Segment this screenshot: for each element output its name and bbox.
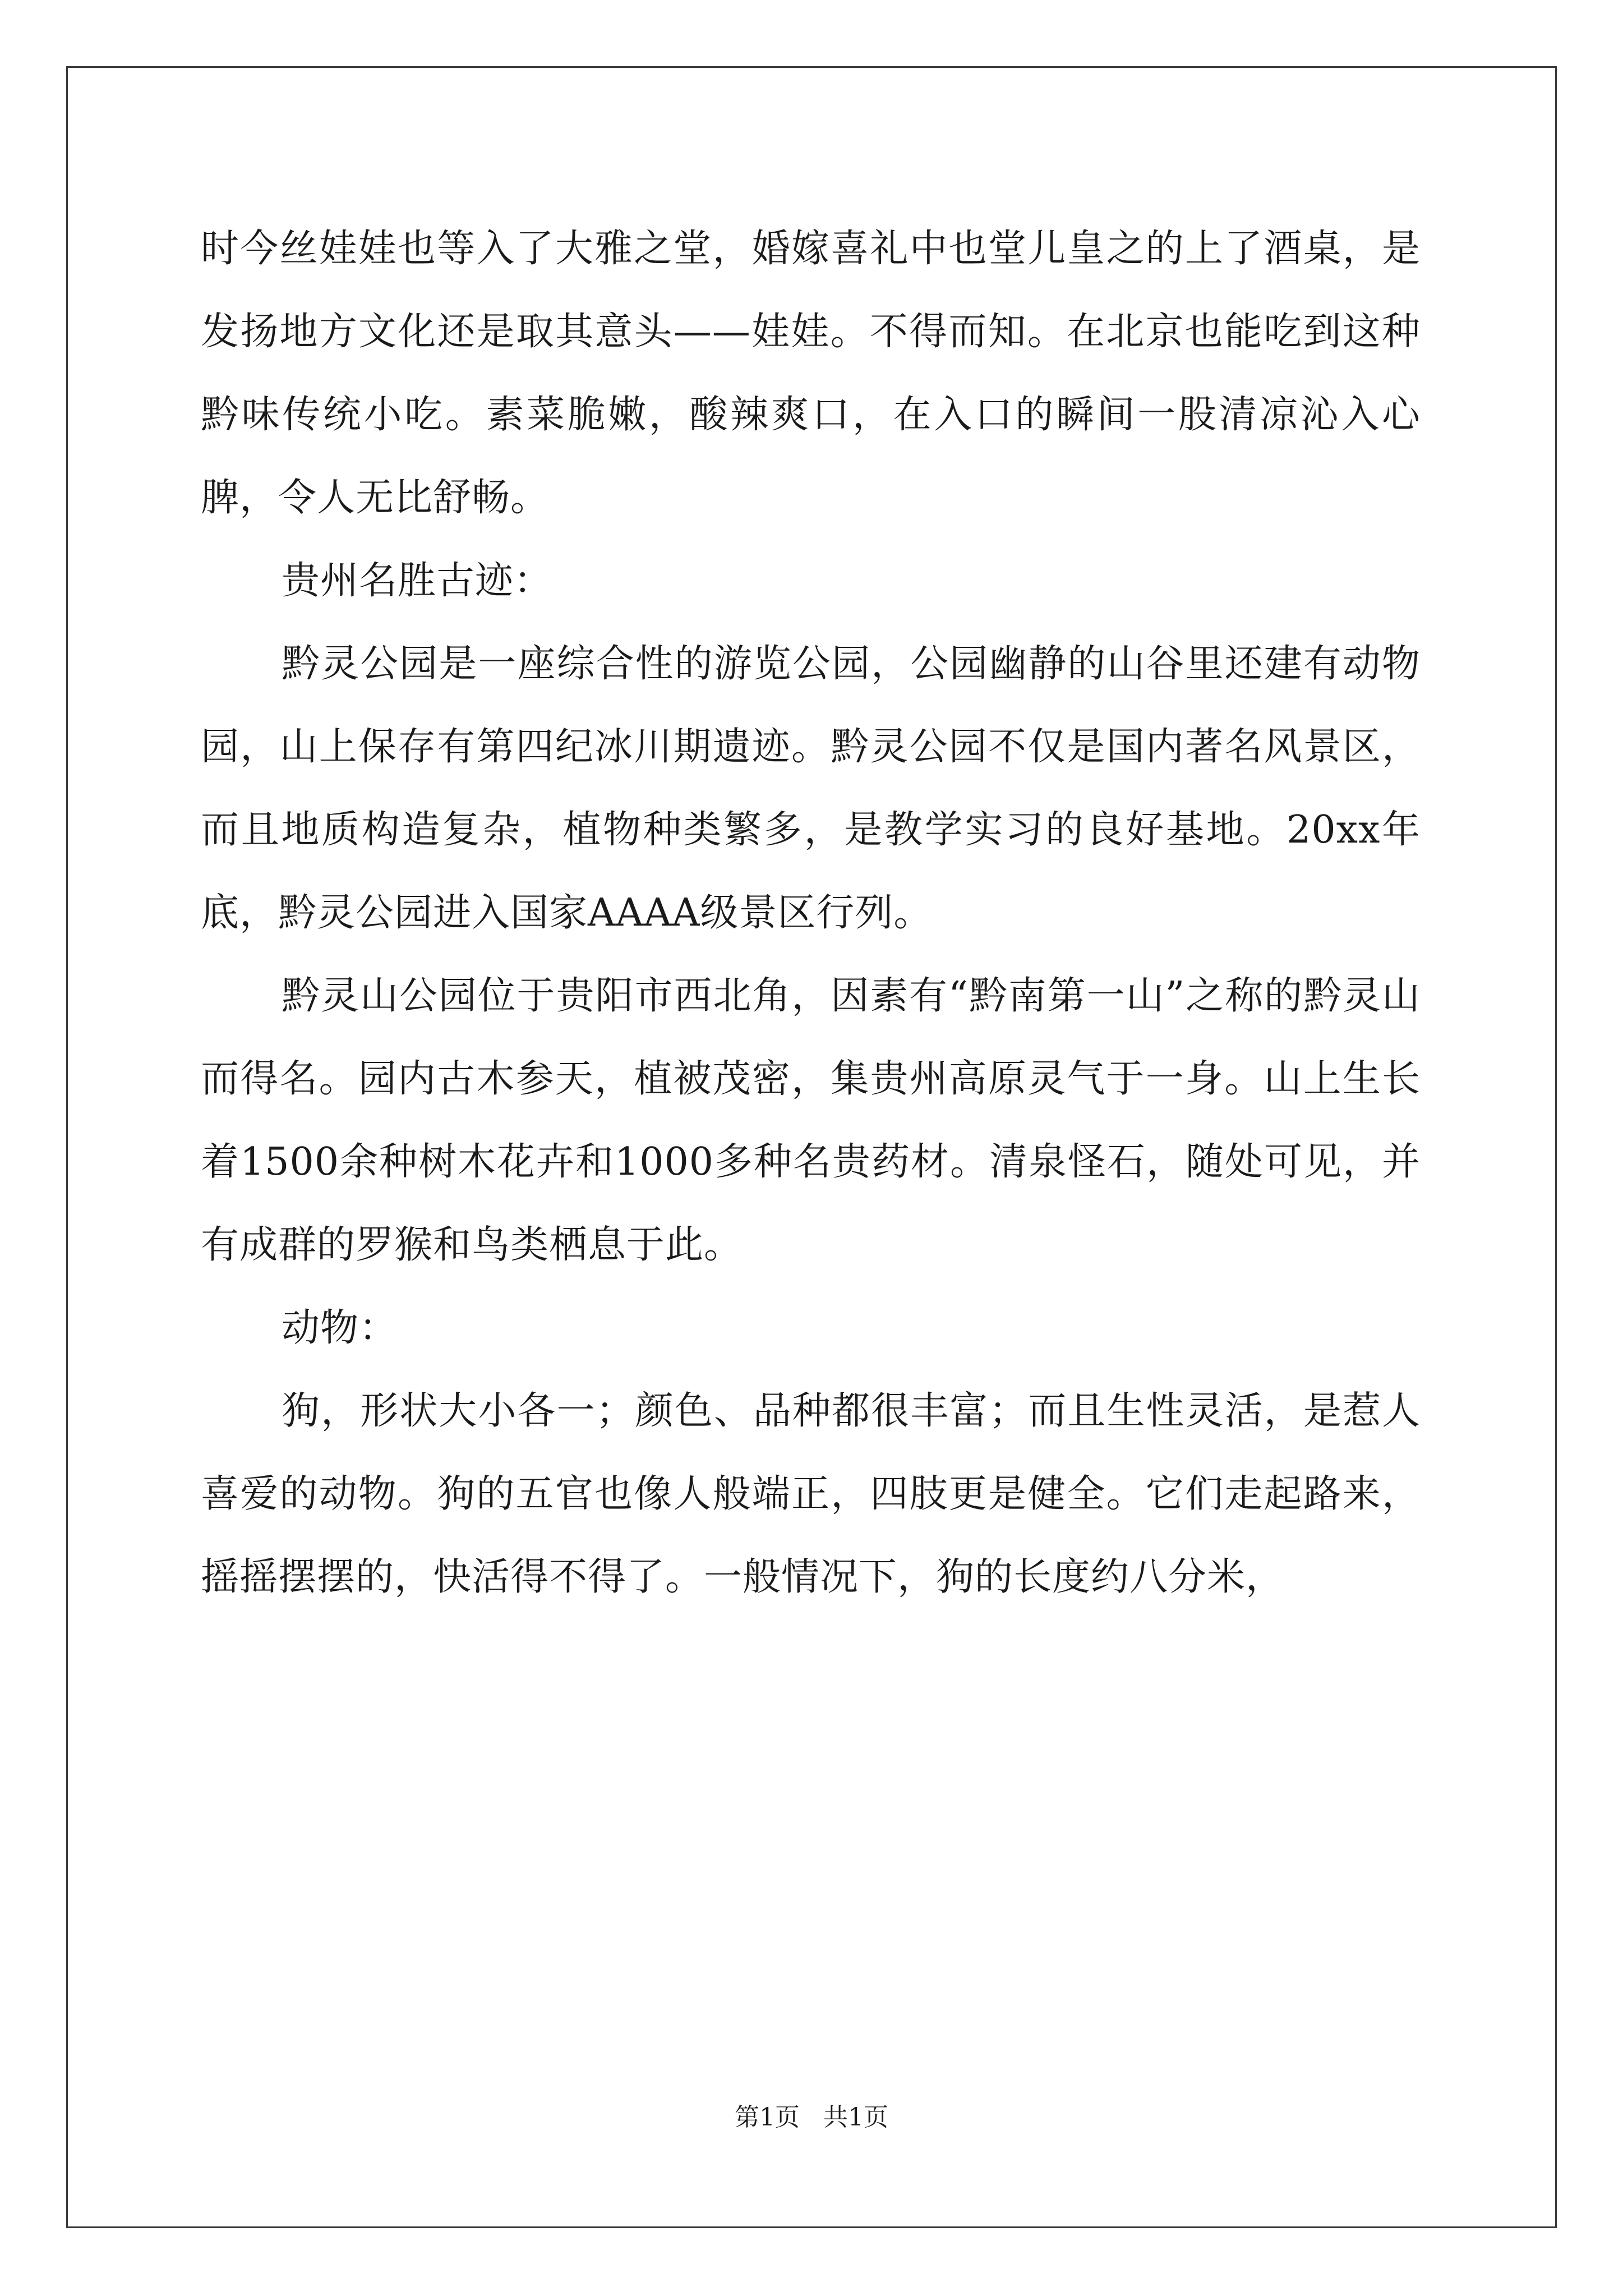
paragraph-qianling-park: 黔灵公园是一座综合性的游览公园，公园幽静的山谷里还建有动物园，山上保存有第四纪冰川期遗迹。黔灵公园不仅是国内著名风景区，而且地质构造复杂，植物种类繁多，是教学实习的良好基地。20xx年底，黔灵公园进入国家AAAA级景区行列。 <box>201 642 1421 935</box>
heading-animals: 动物： <box>282 1306 398 1350</box>
paragraph-qianling-mountain: 黔灵山公园位于贵阳市西北角，因素有“黔南第一山”之称的黔灵山而得名。园内古木参天，植被茂密，集贵州高原灵气于一身。山上生长着1500余种树木花卉和1000多种名贵药材。清泉怪石，随处可见，并有成群的罗猴和鸟类栖息于此。 <box>201 974 1421 1267</box>
document-body <box>201 208 1421 1619</box>
paragraph-dog: 狗，形状大小各一；颜色、品种都很丰富；而且生性灵活，是惹人喜爱的动物。狗的五官也像人般端正，四肢更是健全。它们走起路来，摇摇摆摆的，快活得不得了。一般情况下，狗的长度约八分米， <box>201 1389 1421 1599</box>
heading-scenic-spots: 贵州名胜古迹： <box>282 559 553 603</box>
page-total: 共1页 <box>823 2103 888 2132</box>
page-number: 第1页 <box>735 2103 800 2132</box>
paragraph-intro: 时今丝娃娃也等入了大雅之堂，婚嫁喜礼中也堂儿皇之的上了酒桌，是发扬地方文化还是取其意头——娃娃。不得而知。在北京也能吃到这种黔味传统小吃。素菜脆嫩，酸辣爽口，在入口的瞬间一股清凉沁入心脾，令人无比舒畅。 <box>201 227 1421 520</box>
page-footer <box>0 2101 1623 2134</box>
